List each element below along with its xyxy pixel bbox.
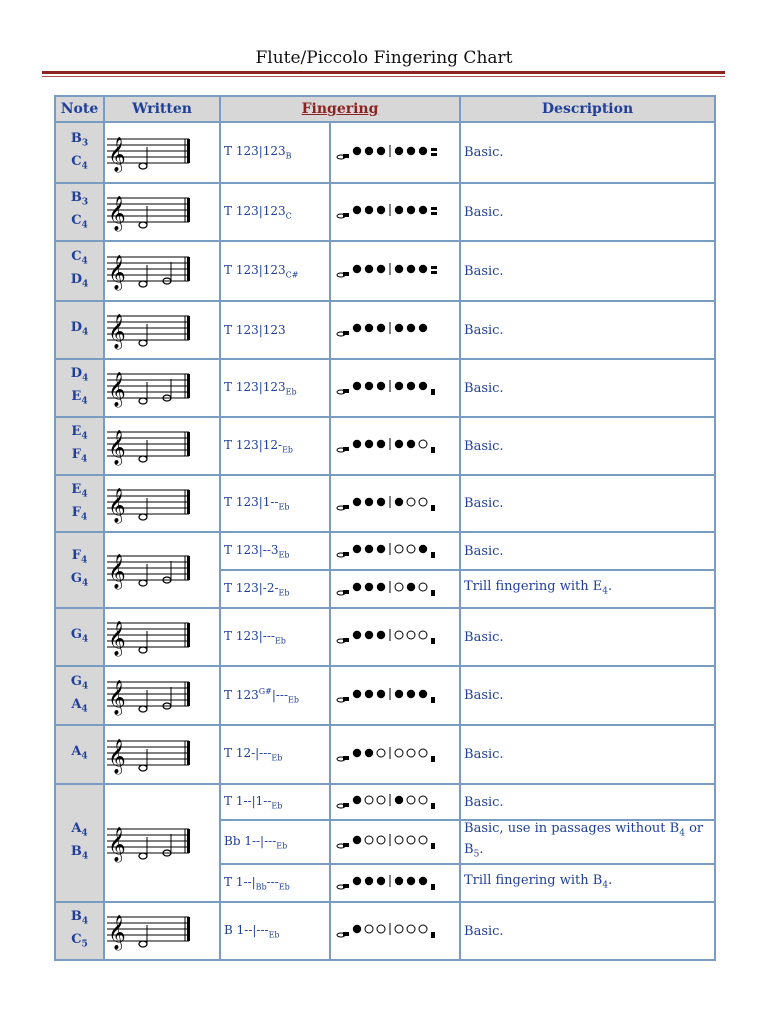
description-cell [460, 183, 715, 241]
description-text: Basic. [464, 496, 504, 511]
note-name: G [70, 673, 82, 689]
fingering-keys: T 123|123 [224, 144, 286, 159]
fingering-diagram-icon [330, 532, 460, 570]
fingering-code [220, 608, 330, 666]
note-name-alt: F [71, 504, 81, 520]
fingering-keys: T 123|1-- [224, 495, 279, 510]
note-name: C [71, 249, 82, 265]
fingering-code [220, 301, 330, 359]
note-cell [55, 241, 104, 301]
written-staff [104, 122, 220, 183]
description-text: Basic. [464, 688, 504, 703]
fingering-diagram-icon [330, 359, 460, 417]
description-sub: 4 [602, 586, 609, 597]
note-cell [55, 359, 104, 417]
note-name: E [71, 481, 82, 497]
description-sub2: 5 [473, 849, 480, 860]
table-row [55, 608, 715, 666]
note-octave-alt: 4 [81, 851, 89, 862]
fingering-key-sub: Eb [276, 841, 288, 851]
description-cell [460, 241, 715, 301]
note-octave-alt: 4 [81, 704, 88, 715]
fingering-code [220, 570, 330, 608]
note-name: B [70, 909, 82, 925]
note-cell [55, 784, 104, 902]
written-staff [104, 241, 220, 301]
description-cell [460, 475, 715, 532]
fingering-keys-mid2: --- [266, 874, 279, 889]
description-sub: 4 [602, 880, 609, 891]
fingering-key-sub: C [285, 211, 292, 221]
fingering-diagram-icon [330, 666, 460, 725]
description-text: Trill fingering with B [464, 872, 603, 888]
description-text: Basic. [464, 794, 504, 810]
fingering-key-sub: B [285, 151, 292, 161]
note-cell [55, 725, 104, 784]
fingering-key-sub: Eb [288, 695, 300, 705]
written-staff [104, 725, 220, 784]
note-octave: 4 [82, 374, 89, 384]
note-octave-alt: 4 [81, 161, 88, 172]
fingering-code [220, 417, 330, 475]
fingering-key-sub: Eb [268, 930, 280, 940]
written-staff [104, 902, 220, 960]
fingering-code [220, 122, 330, 183]
svg-text:𝄞: 𝄞 [108, 827, 126, 862]
description-cell [460, 784, 715, 820]
fingering-keys: T 123|123 [224, 203, 286, 218]
description-text: Basic. [464, 923, 504, 939]
note-cell [55, 608, 104, 666]
fingering-code [220, 725, 330, 784]
fingering-code [220, 864, 330, 902]
note-name: B [70, 190, 82, 206]
written-staff [104, 183, 220, 241]
fingering-keys: T 123|-2- [224, 580, 279, 595]
description-text: Basic. [464, 380, 504, 396]
note-name-alt: C [71, 932, 82, 947]
note-octave: 4 [81, 751, 88, 762]
description-cell [460, 570, 715, 608]
title-rule [42, 71, 725, 74]
note-octave: 4 [81, 917, 89, 927]
fingering-keys: T 123|123 [224, 262, 286, 277]
note-cell [55, 417, 104, 475]
description-cell [460, 902, 715, 960]
table-row [55, 725, 715, 784]
table-row [55, 359, 715, 417]
svg-text:𝄞: 𝄞 [108, 915, 126, 950]
note-name-alt: E [71, 389, 82, 404]
description-text: Basic. [464, 543, 504, 559]
fingering-table [54, 95, 716, 961]
fingering-keys: T 123|--3 [224, 542, 279, 557]
fingering-keys: T 123|123 [224, 323, 286, 337]
description-cell [460, 820, 715, 864]
note-octave: 4 [81, 489, 88, 500]
fingering-keys: Bb 1--|--- [224, 833, 277, 848]
title-rule-thin [42, 76, 725, 77]
fingering-key-sub: Eb [285, 387, 297, 397]
description-end: . [479, 842, 484, 857]
written-staff [104, 301, 220, 359]
description-cell [460, 666, 715, 725]
description-sub: 4 [679, 829, 685, 839]
fingering-key-sub: C# [285, 270, 299, 280]
fingering-key-sub: Eb [274, 636, 286, 646]
fingering-diagram-icon [330, 475, 460, 532]
note-cell [55, 666, 104, 725]
fingering-code [220, 241, 330, 301]
note-octave-alt: 4 [81, 220, 88, 231]
svg-text:𝄞: 𝄞 [108, 372, 126, 407]
fingering-keys: T 12-|--- [224, 746, 272, 761]
table-row [55, 784, 715, 820]
fingering-code [220, 475, 330, 532]
fingering-keys: T 1--|1-- [224, 793, 272, 808]
svg-text:𝄞: 𝄞 [108, 679, 126, 715]
header-written: Written [104, 96, 220, 122]
description-text: Basic. [464, 629, 504, 645]
note-cell [55, 183, 104, 241]
fingering-diagram-icon [330, 183, 460, 241]
fingering-key-sub: Eb [271, 753, 283, 763]
note-cell [55, 122, 104, 183]
fingering-diagram-icon [330, 902, 460, 960]
written-staff [104, 417, 220, 475]
note-octave: 4 [81, 681, 89, 692]
header-description: Description [460, 96, 715, 122]
fingering-diagram-icon [330, 241, 460, 301]
table-row [55, 183, 715, 241]
note-cell [55, 902, 104, 960]
description-end: . [608, 872, 613, 888]
table-row [55, 666, 715, 725]
svg-text:𝄞: 𝄞 [108, 487, 126, 523]
fingering-diagram-icon [330, 570, 460, 608]
note-name-alt: B [70, 844, 82, 859]
note-name-alt: A [71, 696, 82, 712]
fingering-keys: T 123|12- [224, 437, 283, 452]
fingering-key-sub: Eb [282, 445, 294, 455]
fingering-key-sub: Eb [278, 882, 290, 892]
description-cell [460, 608, 715, 666]
table-row [55, 532, 715, 570]
note-octave: 3 [81, 198, 89, 208]
note-octave-alt: 4 [80, 512, 88, 523]
fingering-diagram-icon [330, 820, 460, 864]
svg-text:𝄞: 𝄞 [108, 196, 126, 231]
svg-text:𝄞: 𝄞 [108, 554, 126, 589]
svg-text:𝄞: 𝄞 [108, 136, 126, 172]
fingering-diagram-icon [330, 608, 460, 666]
note-octave: 4 [81, 829, 88, 839]
fingering-keys: T 123 [224, 687, 259, 702]
fingering-code [220, 183, 330, 241]
table-row [55, 122, 715, 183]
note-name: E [71, 424, 82, 440]
fingering-sup: G# [258, 686, 272, 696]
fingering-key-sub: Eb [278, 588, 290, 598]
fingering-code [220, 902, 330, 960]
table-row [55, 417, 715, 475]
fingering-keys: T 1--| [224, 874, 256, 889]
description-cell [460, 359, 715, 417]
written-staff [104, 359, 220, 417]
note-octave: 4 [80, 556, 88, 566]
note-octave-alt: 5 [81, 939, 88, 950]
note-name: F [71, 548, 81, 564]
fingering-diagram-icon [330, 301, 460, 359]
description-cell [460, 122, 715, 183]
fingering-code [220, 532, 330, 570]
table-row [55, 241, 715, 301]
description-cell [460, 725, 715, 784]
fingering-diagram-icon [330, 417, 460, 475]
header-note: Note [55, 96, 104, 122]
description-end: . [608, 578, 613, 594]
svg-text:𝄞: 𝄞 [108, 255, 126, 290]
fingering-keys: T 123|--- [224, 628, 275, 643]
note-cell [55, 301, 104, 359]
note-name: A [71, 821, 82, 837]
note-name-alt: F [71, 447, 81, 462]
note-name: D [70, 366, 82, 382]
table-row [55, 475, 715, 532]
description-cell [460, 532, 715, 570]
fingering-diagram-icon [330, 784, 460, 820]
description-text: Basic. [464, 145, 504, 160]
fingering-code [220, 820, 330, 864]
fingering-diagram-icon [330, 122, 460, 183]
written-staff [104, 666, 220, 725]
svg-text:𝄞: 𝄞 [108, 314, 126, 349]
description-text: Trill fingering with E [464, 578, 603, 594]
note-name: G [70, 626, 82, 642]
description-cell [460, 301, 715, 359]
note-octave-alt: 4 [81, 578, 89, 589]
fingering-diagram-icon [330, 725, 460, 784]
note-name-alt: G [70, 571, 82, 586]
written-staff [104, 475, 220, 532]
note-name: A [71, 744, 82, 760]
description-text: Basic. [464, 747, 504, 762]
fingering-sub-bb: Bb [255, 882, 267, 892]
note-name: D [70, 319, 82, 335]
fingering-keys: T 123|123 [224, 379, 286, 394]
fingering-diagram-icon [330, 864, 460, 902]
description-text: Basic. [464, 263, 504, 279]
note-octave: 4 [82, 327, 89, 338]
fingering-keys-mid: |--- [271, 687, 289, 702]
fingering-code [220, 784, 330, 820]
fingering-code [220, 666, 330, 725]
note-octave: 3 [81, 138, 89, 149]
note-octave-alt: 4 [81, 396, 88, 407]
note-cell [55, 532, 104, 608]
table-row [55, 301, 715, 359]
note-cell [55, 475, 104, 532]
fingering-code [220, 359, 330, 417]
description-text: Basic, use in passages without B [464, 821, 680, 837]
note-name-alt: C [71, 213, 82, 228]
note-octave: 4 [81, 634, 89, 645]
header-fingering: Fingering [220, 96, 460, 122]
description-text: Basic. [464, 438, 504, 454]
fingering-key-sub: Eb [271, 801, 283, 811]
description-cell [460, 417, 715, 475]
description-mid: or B [464, 821, 704, 857]
table-header-row [55, 96, 715, 122]
table-row [55, 902, 715, 960]
written-staff [104, 532, 220, 608]
description-cell [460, 864, 715, 902]
svg-text:𝄞: 𝄞 [108, 621, 126, 656]
written-staff [104, 608, 220, 666]
page-title: Flute/Piccolo Fingering Chart [255, 48, 513, 68]
svg-text:𝄞: 𝄞 [108, 430, 126, 465]
note-name-alt: D [70, 272, 82, 287]
fingering-key-sub: Eb [278, 550, 290, 560]
fingering-key-sub: Eb [278, 502, 290, 512]
note-octave-alt: 4 [80, 454, 88, 465]
fingering-keys: B 1--|--- [224, 922, 269, 937]
note-name: B [70, 130, 82, 146]
note-octave: 4 [81, 257, 88, 267]
note-name-alt: C [71, 153, 82, 169]
written-staff [104, 784, 220, 902]
note-octave: 4 [81, 432, 88, 442]
description-text: Basic. [464, 322, 504, 338]
note-octave-alt: 4 [82, 279, 89, 290]
description-text: Basic. [464, 204, 504, 220]
svg-text:𝄞: 𝄞 [108, 738, 126, 774]
